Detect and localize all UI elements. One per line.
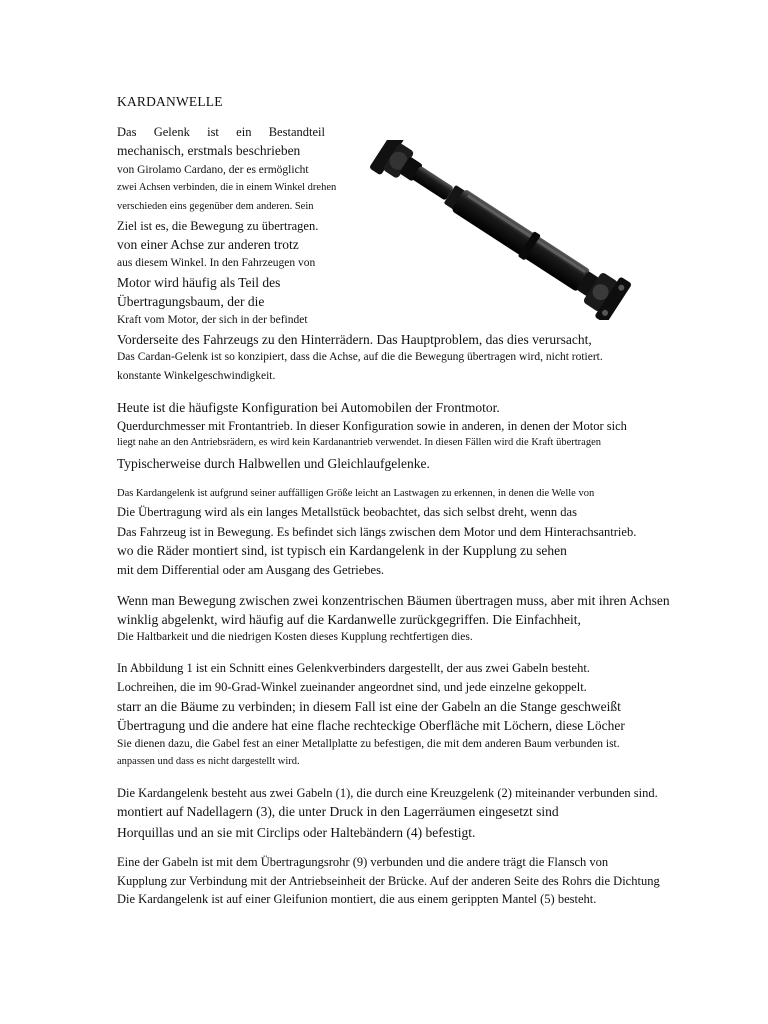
- intro-line-6: Ziel ist es, die Bewegung zu übertragen.: [117, 219, 319, 233]
- p3-line-1: Das Kardangelenk ist aufgrund seiner auffälligen Größe leicht an Lastwagen zu erkennen, in denen die Welle von: [117, 488, 595, 499]
- intro-word: Bestandteil: [268, 125, 325, 139]
- p5-line-5: Sie dienen dazu, die Gabel fest an einer Metallplatte zu befestigen, die mit dem anderen Baum verbunden ist.: [117, 738, 620, 750]
- p5-line-2: Lochreihen, die im 90-Grad-Winkel zueinander angeordnet sind, und jede einzelne gekoppelt.: [117, 680, 587, 694]
- intro-line-3: von Girolamo Cardano, der es ermöglicht: [117, 164, 309, 176]
- p2-line-2: Querdurchmesser mit Frontantrieb. In dieser Konfiguration sowie in anderen, in denen der Motor sich: [117, 419, 627, 433]
- p7-line-3: Die Kardangelenk ist auf einer Gleifunion montiert, die aus einem gerippten Mantel (5) besteht.: [117, 892, 597, 906]
- p7-line-2: Kupplung zur Verbindung mit der Antriebseinheit der Brücke. Auf der anderen Seite des Rohrs die Dichtung: [117, 874, 660, 888]
- intro-line-9: Motor wird häufig als Teil des: [117, 275, 281, 290]
- intro-line-8: aus diesem Winkel. In den Fahrzeugen von: [117, 257, 316, 269]
- intro-line-10: Übertragungsbaum, der die: [117, 294, 265, 309]
- p3-line-3: Das Fahrzeug ist in Bewegung. Es befindet sich längs zwischen dem Motor und dem Hinterachsantrieb.: [117, 525, 637, 539]
- p5-line-3: starr an die Bäume zu verbinden; in diesem Fall ist eine der Gabeln an die Stange geschweißt: [117, 699, 621, 714]
- page-title: KARDANWELLE: [117, 94, 223, 109]
- intro-line-7: von einer Achse zur anderen trotz: [117, 237, 299, 252]
- p3-line-4: wo die Räder montiert sind, ist typisch ein Kardangelenk in der Kupplung zu sehen: [117, 543, 567, 558]
- drive-shaft-image: [355, 140, 655, 320]
- intro-word: Das: [117, 125, 137, 139]
- p2-line-1: Heute ist die häufigste Konfiguration bei Automobilen der Frontmotor.: [117, 400, 500, 415]
- intro-word: ist: [207, 125, 219, 139]
- intro-line-4: zwei Achsen verbinden, die in einem Winkel drehen: [117, 182, 337, 193]
- intro-line-13: Das Cardan-Gelenk ist so konzipiert, dass die Achse, auf die die Bewegung übertragen wird, nicht rotiert.: [117, 351, 603, 363]
- intro-line-14: konstante Winkelgeschwindigkeit.: [117, 370, 276, 382]
- p2-line-3: liegt nahe an den Antriebsrädern, es wird kein Kardanantrieb verwendet. In diesen Fällen wird die Kraft übertragen: [117, 437, 601, 448]
- p6-line-3: Horquillas und an sie mit Circlips oder Haltebändern (4) befestigt.: [117, 825, 476, 840]
- p3-line-2: Die Übertragung wird als ein langes Metallstück beobachtet, das sich selbst dreht, wenn das: [117, 505, 577, 519]
- p2-line-4: Typischerweise durch Halbwellen und Gleichlaufgelenke.: [117, 456, 430, 471]
- p4-line-3: Die Haltbarkeit und die niedrigen Kosten dieses Kupplung rechtfertigen dies.: [117, 631, 473, 643]
- intro-line-12: Vorderseite des Fahrzeugs zu den Hinterrädern. Das Hauptproblem, das dies verursacht,: [117, 332, 592, 347]
- p5-line-6: anpassen und dass es nicht dargestellt wird.: [117, 756, 300, 767]
- intro-line-1: [117, 125, 325, 140]
- intro-line-5: verschieden eins gegenüber dem anderen. Sein: [117, 201, 314, 212]
- p3-line-5: mit dem Differential oder am Ausgang des Getriebes.: [117, 563, 385, 577]
- p5-line-1: In Abbildung 1 ist ein Schnitt eines Gelenkverbinders dargestellt, der aus zwei Gabeln besteht.: [117, 661, 590, 675]
- p6-line-1: Die Kardangelenk besteht aus zwei Gabeln (1), die durch eine Kreuzgelenk (2) miteinander verbunden sind.: [117, 786, 658, 800]
- intro-line-2: mechanisch, erstmals beschrieben: [117, 143, 301, 158]
- p4-line-2: winklig abgelenkt, wird häufig auf die Kardanwelle zurückgegriffen. Die Einfachheit,: [117, 612, 581, 627]
- intro-word: Gelenk: [153, 125, 190, 139]
- intro-word: ein: [236, 125, 252, 139]
- p5-line-4: Übertragung und die andere hat eine flache rechteckige Oberfläche mit Löchern, diese Löcher: [117, 718, 625, 733]
- p6-line-2: montiert auf Nadellagern (3), die unter Druck in den Lagerräumen eingesetzt sind: [117, 804, 559, 819]
- p4-line-1: Wenn man Bewegung zwischen zwei konzentrischen Bäumen übertragen muss, aber mit ihren Achsen: [117, 593, 670, 608]
- p7-line-1: Eine der Gabeln ist mit dem Übertragungsrohr (9) verbunden und die andere trägt die Flansch von: [117, 855, 609, 869]
- intro-line-11: Kraft vom Motor, der sich in der befindet: [117, 314, 308, 326]
